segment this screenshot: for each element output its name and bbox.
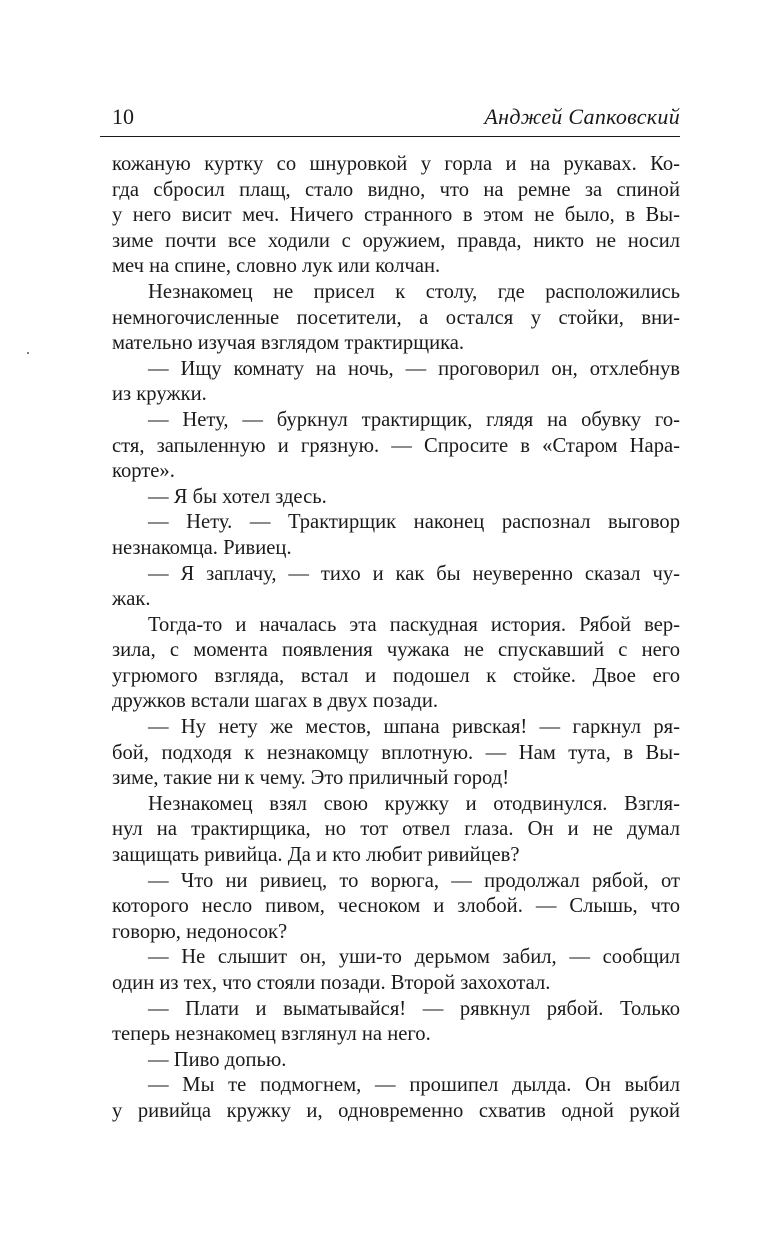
text-line: — Я бы хотел здесь. bbox=[148, 485, 327, 508]
text-line: Незнакомец взял свою кружку и отодвинулся. Взгля- bbox=[148, 792, 680, 815]
text-line: — Плати и выматывайся! — рявкнул рябой. Только bbox=[148, 997, 680, 1020]
text-line: Тогда-то и началась эта паскудная история. Рябой вер- bbox=[148, 613, 680, 636]
text-line: один из тех, что стояли позади. Второй захохотал. bbox=[112, 972, 551, 994]
text-line: из кружки. bbox=[112, 383, 207, 406]
text-line: мательно изучая взглядом трактирщика. bbox=[112, 332, 465, 355]
header-rule bbox=[100, 136, 680, 137]
page-number: 10 bbox=[112, 104, 134, 129]
text-line: — Не слышит он, уши-то дерьмом забил, — сообщил bbox=[148, 946, 680, 969]
text-line: — Ну нету же местов, шпана ривская! — гаркнул ря- bbox=[148, 716, 680, 739]
text-line: — Мы те подмогнем, — прошипел дылда. Он выбил bbox=[148, 1074, 680, 1097]
text-line: — Нету. — Трактирщик наконец распознал выговор bbox=[148, 511, 680, 534]
text-line: жак. bbox=[112, 588, 151, 611]
text-line: стя, запыленную и грязную. — Спросите в «Старом Нара- bbox=[112, 434, 680, 457]
text-line: Незнакомец не присел к столу, где расположились bbox=[148, 280, 680, 303]
page-body-text bbox=[112, 152, 680, 1125]
text-line: — Пиво допью. bbox=[148, 1048, 287, 1071]
text-line: незнакомца. Ривиец. bbox=[112, 536, 292, 559]
text-line: немногочисленные посетители, а остался у стойки, вни- bbox=[112, 306, 680, 329]
text-line: зила, с момента появления чужака не спускавший с него bbox=[112, 639, 680, 662]
text-line: — Ищу комнату на ночь, — проговорил он, отхлебнув bbox=[148, 357, 680, 380]
text-line: зиме, такие ни к чему. Это приличный город! bbox=[112, 767, 510, 790]
text-line: гда сбросил плащ, стало видно, что на ремне за спиной bbox=[112, 178, 680, 201]
text-line: говорю, недоносок? bbox=[112, 920, 288, 943]
running-header bbox=[112, 104, 680, 134]
text-line: у него висит меч. Ничего странного в этом не было, в Вы- bbox=[112, 204, 680, 227]
text-line: нул на трактирщика, но тот отвел глаза. Он и не думал bbox=[112, 818, 680, 841]
text-line: зиме почти все ходили с оружием, правда, никто не носил bbox=[112, 229, 680, 252]
text-line: — Что ни ривиец, то ворюга, — продолжал рябой, от bbox=[148, 869, 680, 892]
text-line: меч на спине, словно лук или колчан. bbox=[112, 255, 441, 278]
text-line: теперь незнакомец взглянул на него. bbox=[112, 1023, 431, 1046]
text-line: у ривийца кружку и, одновременно схватив одной рукой bbox=[112, 1099, 680, 1122]
text-line: — Я заплачу, — тихо и как бы неуверенно сказал чу- bbox=[148, 562, 680, 585]
text-line: дружков встали шагах в двух позади. bbox=[112, 690, 439, 713]
running-title: Анджей Сапковский bbox=[484, 104, 680, 129]
text-line: кожаную куртку со шнуровкой у горла и на рукавах. Ко- bbox=[112, 153, 680, 175]
text-line: угрюмого взгляда, встал и подошел к стойке. Двое его bbox=[112, 664, 680, 687]
text-line: бой, подходя к незнакомцу вплотную. — Нам тута, в Вы- bbox=[112, 741, 680, 764]
text-line: которого несло пивом, чесноком и злобой. — Слышь, что bbox=[112, 895, 680, 918]
margin-speck bbox=[27, 352, 29, 354]
text-line: корте». bbox=[112, 460, 175, 483]
text-line: — Нету, — буркнул трактирщик, глядя на обувку го- bbox=[148, 408, 680, 431]
text-line: защищать ривийца. Да и кто любит ривийцев? bbox=[112, 844, 520, 867]
